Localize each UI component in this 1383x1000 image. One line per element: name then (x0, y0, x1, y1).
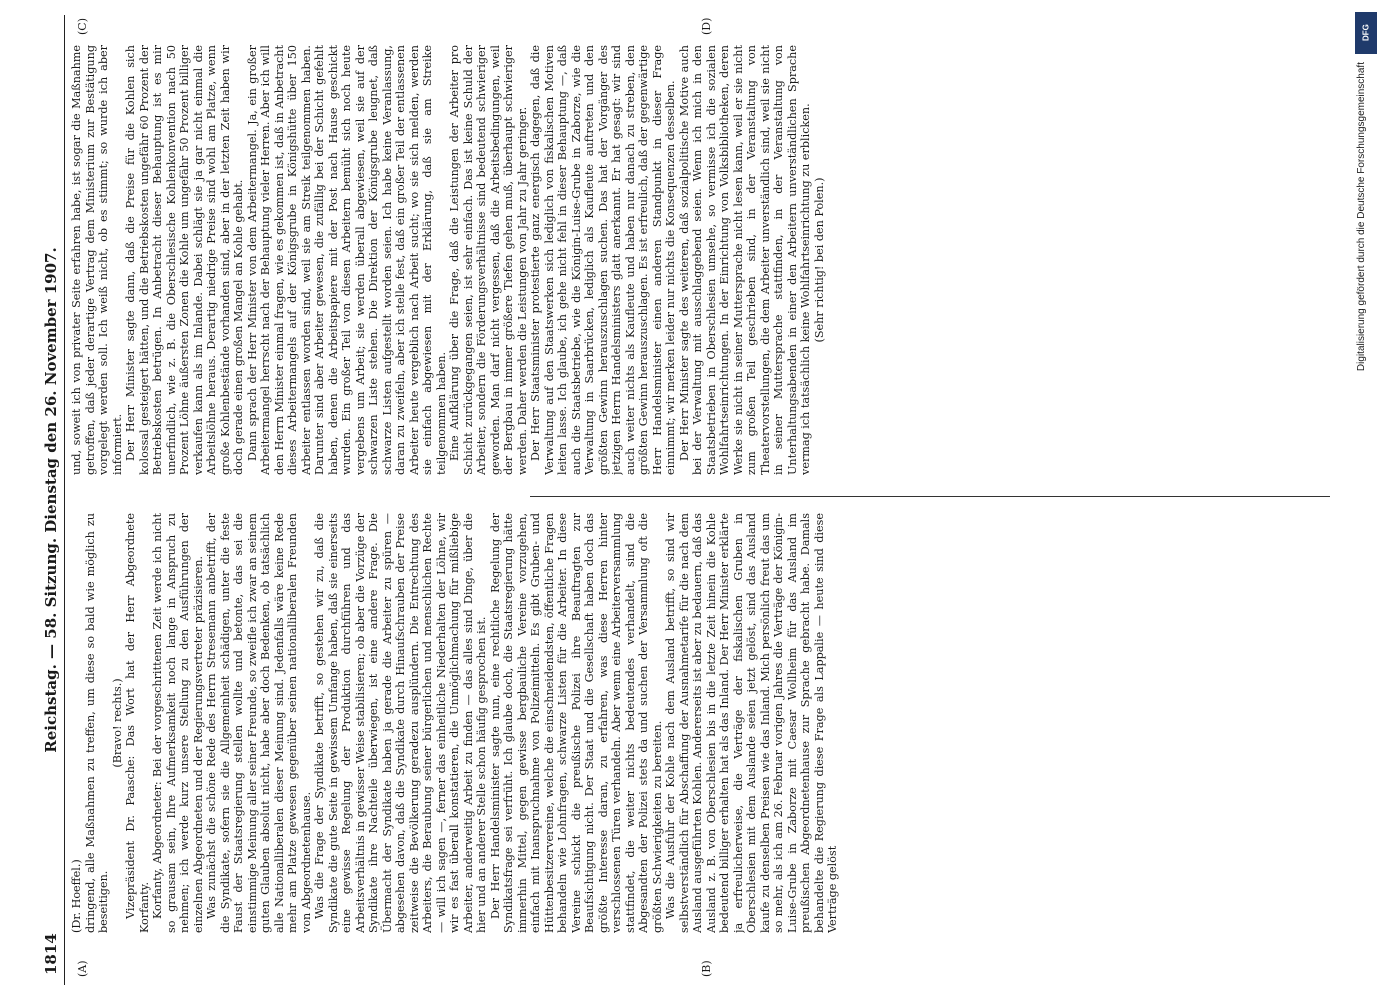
paragraph: Vizepräsident Dr. Paasche: Das Wort hat der Herr Abgeordnete Korfanty. (124, 513, 151, 933)
paragraph: Was zunächst die schöne Rede des Herrn Stresemann anbetrifft, der die Syndikate, sofern sie die Allgemeinheit schädigen, unter die feste Faust der Staatsregierung stellen wollte und betonte, das sei die einstimmige Meinung aller seiner Freunde, so zweifle ich zwar an seinem guten Glauben absolut nicht, habe aber doch Bedenken, ob tatsächlich alle Nationalliberalen dieser Meinung sind. Jedenfalls wäre keine Rede mehr am Platze gewesen gegenüber seinen nationalliberalen Freunden von Abgeordnetenhause. (205, 513, 313, 933)
paragraph: Der Herr Minister sagte des weiteren, daß sozialpolitische Motive auch bei der Verwaltung mit ausschlaggebend seien. Wenn ich mich in den Staatsbetrieben in Oberschlesien umsehe, so vermisse ich die sozialen Wohlfahrtseinrichtungen. In der Einrichtung von Volksbibliotheken, deren Werke sie nicht in seiner Muttersprache nicht lesen kann, weil er sie nicht zum großen Teil geschrieben sind, in der Veranstaltung von Theatervorstellungen, die dem Arbeiter unverständlich sind, weil sie nicht in seiner Muttersprache stattfinden, in der Veranstaltung von Unterhaltungsabenden in einer den Arbeitern unverständlichen Sprache vermag ich tatsächlich keine Wohlfahrtseinrichtung zu erblicken. (677, 45, 812, 475)
paragraph: Dann sprach der Herr Minister von dem Arbeitermangel. Ja, ein großer Arbeitermangel herrscht nach der Behauptung vieler Herren. Aber ich will den Herrn Minister einmal fragen, wie es gekommen ist, daß in Anbetracht dieses Arbeitermangels auf der Königsgrube in Königshütte über 150 Arbeiter entlassen worden sind, weil sie am Streik teilgenommen haben. Darunter sind aber Arbeiter gewesen, die zufällig bei der Schicht gefehlt haben, denen die Arbeitspapiere mit der Post nach Hause geschickt wurden. Ein großer Teil von diesen Arbeitern bemüht sich noch heute vergebens um Arbeit; sie werden überall abgewiesen, weil sie auf der schwarzen Liste stehen. Die Direktion der Königsgrube leugnet, daß schwarze Listen aufgestellt worden seien. Ich habe keine Veranlassung, daran zu zweifeln, aber ich stelle fest, daß ein großer Teil der entlassenen Arbeiter heute vergeblich nach Arbeit sucht; wo sie sich melden, werden sie einfach abgewiesen mit der Erklärung, daß sie am Streike teilgenommen haben. (245, 45, 448, 475)
dfg-logo: DFG (1355, 12, 1377, 54)
margin-marker-b: (B) (700, 960, 713, 977)
paragraph: Was die Ausfuhr der Kohle nach dem Ausland betrifft, so sind wir selbstverständlich für Abschaffung der Ausnahmetarife für die nach dem Ausland ausgeführten Kohlen. Andererseits ist aber zu bedauern, daß das Ausland z. B. von Oberschlesien bis in die letzte Zeit hinein die Kohle bedeutend billiger erhalten hat als das Inland. Der Herr Minister erklärte ja erfreulicherweise, die Verträge der fiskalischen Gruben in Oberschlesien mit dem Auslande seien jetzt gelöst, sind das Ausland kaufe zu denselben Preisen wie das Inland. Mich persönlich freut das um so mehr, als ich am 26. Februar vorigen Jahres die Verträge der Königin-Luise-Grube in Zaborze mit Caesar Wollheim für das Ausland im preußischen Abgeordnetenhause zur Sprache gebracht habe. Damals behandelte die Regierung diese Frage als Lappalie — heute sind diese Verträge gelöst (664, 513, 839, 933)
text-column-left (70, 513, 1325, 933)
paragraph: Der Herr Minister sagte dann, daß die Preise für die Kohlen sich kolossal gesteigert hätten, und die Betriebskosten ungefähr 60 Prozent der Betriebskosten betrügen. In Anbetracht dieser Behauptung ist es mir unerfindlich, wie z. B. die Oberschlesische Kohlenkonvention nach 50 Prozent Löhne äußersten Zonen die Kohle um ungefähr 50 Prozent billiger verkaufen kann als im Inlande. Dabei schlägt sie ja gar nicht einmal die Arbeitslöhne heraus. Derartig niedrige Preise sind wohl am Platze, wenn große Kohlenbestände vorhanden sind, aber in der letzten Zeit haben wir doch gerade einen großen Mangel an Kohle gehabt. (124, 45, 245, 475)
margin-marker-d: (D) (700, 17, 713, 35)
margin-marker-a: (A) (76, 960, 89, 977)
paragraph: Was die Frage der Syndikate betrifft, so gestehen wir zu, daß die Syndikate die gute Seite in gewissem Umfange haben, daß sie einerseits eine gewisse Regelung der Produktion durchführen und das Arbeitsverhältnis in gewisser Weise stabilisieren; ob aber die Vorzüge der Syndikate ihre Nachteile überwiegen, ist eine andere Frage. Die Übermacht der Syndikate haben ja gerade die Arbeiter zu spüren — abgesehen davon, daß die Syndikate durch Hinaufschrauben der Preise zeitweise die Bevölkerung geradezu ausplündern. Die Entrechtung des Arbeiters, die Beraubung seiner bürgerlichen und menschlichen Rechte — will ich sagen —, ferner das einheitliche Niederhalten der Löhne, wir wir es fast überall konstatieren, die Unmöglichmachung für mißliebige Arbeiter, anderweitig Arbeit zu finden — das alles sind Dinge, über die hier und an anderer Stelle schon häufig gesprochen ist. (313, 513, 488, 933)
digitization-credit (1352, 12, 1380, 988)
page-header (40, 15, 65, 985)
page-number: 1814 (42, 933, 60, 975)
paragraph: (Sehr richtig! bei den Polen.) (812, 177, 826, 343)
running-title: Reichstag. — 58. Sitzung. Dienstag den 26. November 1907. (42, 247, 60, 753)
paragraph: (Bravo! rechts.) (110, 678, 124, 768)
margin-marker-c: (C) (76, 18, 89, 35)
credit-text: Digitalisierung gefördert durch die Deutsche Forschungsgemeinschaft (1356, 62, 1367, 372)
paragraph: Eine Aufklärung über die Frage, daß die Leistungen der Arbeiter pro Schicht zurückgegangen seien, ist sehr einfach. Das ist keine Schuld der Arbeiter, sondern die Förderungsverhältnisse sind bedeutend schwieriger geworden. Man darf nicht vergessen, daß die Arbeitsbedingungen, weil der Bergbau in immer größere Tiefen gehen muß, überhaupt schwieriger werden. Daher werden die Leistungen von Jahr zu Jahr geringer. (448, 45, 529, 475)
rotated-page (40, 15, 1330, 985)
paragraph: dringend, alle Maßnahmen zu treffen, um diese so bald wie möglich zu beseitigen. (83, 513, 110, 933)
column-divider (530, 496, 1330, 497)
paragraph: Der Herr Staatsminister protestierte ganz energisch dagegen, daß die Verwaltung auf den Staatswerken sich lediglich von fiskalischen Motiven leiten lasse. Ich glaube, ich gehe nicht fehl in dieser Behauptung —, daß auch die Staatsbetriebe, wie die Königin-Luise-Grube in Zaborze, wie die Verwaltung in Saarbrücken, lediglich als Kaufleute auftreten und den größten Gewinn herauszuschlagen suchen. Das hat der Vorgänger des jetzigen Herrn Handelsministers glatt anerkannt. Er hat gesagt: wir sind auch weiter nichts als Kaufleute und haben nur danach zu streben, den größten Gewinn herauszuschlagen. Es ist erfreulich, daß der gegenwärtige Herr Handelsminister einen anderen Standpunkt in dieser Frage einnimmt; wir merken leider nur nichts die Konsequenzen desselben. (529, 45, 677, 475)
paragraph: Korfanty, Abgeordneter: Bei der vorgeschrittenen Zeit werde ich nicht so grausam sein, Ihre Aufmerksamkeit noch lange in Anspruch zu nehmen; ich werde kurz unsere Stellung zu den Ausführungen der einzelnen Abgeordneten und der Regierungsvertreter präzisieren. (151, 513, 205, 933)
paragraph: und, soweit ich von privater Seite erfahren habe, ist sogar die Maßnahme getroffen, daß jeder derartige Vertrag dem Ministerium zur Bestätigung vorgelegt werden soll. Ich weiß nicht, ob es stimmt; so wurde ich aber informiert. (70, 45, 124, 475)
text-column-right (70, 45, 1325, 475)
paragraph: (Dr. Hoeffel.) (70, 859, 83, 933)
paragraph: Der Herr Handelsminister sagte nun, eine rechtliche Regelung der Syndikatsfrage sei verfrüht. Ich glaube doch, die Staatsregierung hätte immerhin Mittel, gegen gewisse bergbauliche Vereine vorzugehen, einfach mit Inanspruchnahme von Polizeimitteln. Es gibt Gruben- und Hüttenbesitzervereine, welche die einschneidendsten, öffentliche Fragen behandeln wie Lohnfragen, schwarze Listen für die Arbeiter. In diese Vereine schickt die preußische Polizei ihre Beauftragten zur Beaufsichtigung nicht. Der Staat und die Gesellschaft haben doch das größte Interesse daran, zu erfahren, was diese Herren hinter verschlossenen Türen verhandeln. Aber wenn eine Arbeiterversammlung stattfindet, die weiter nichts bedeutendes verhandelt, sind die Abgesandten der Polizei stets da und suchen der Versammlung oft die größten Schwierigkeiten zu bereiten. (488, 513, 664, 933)
